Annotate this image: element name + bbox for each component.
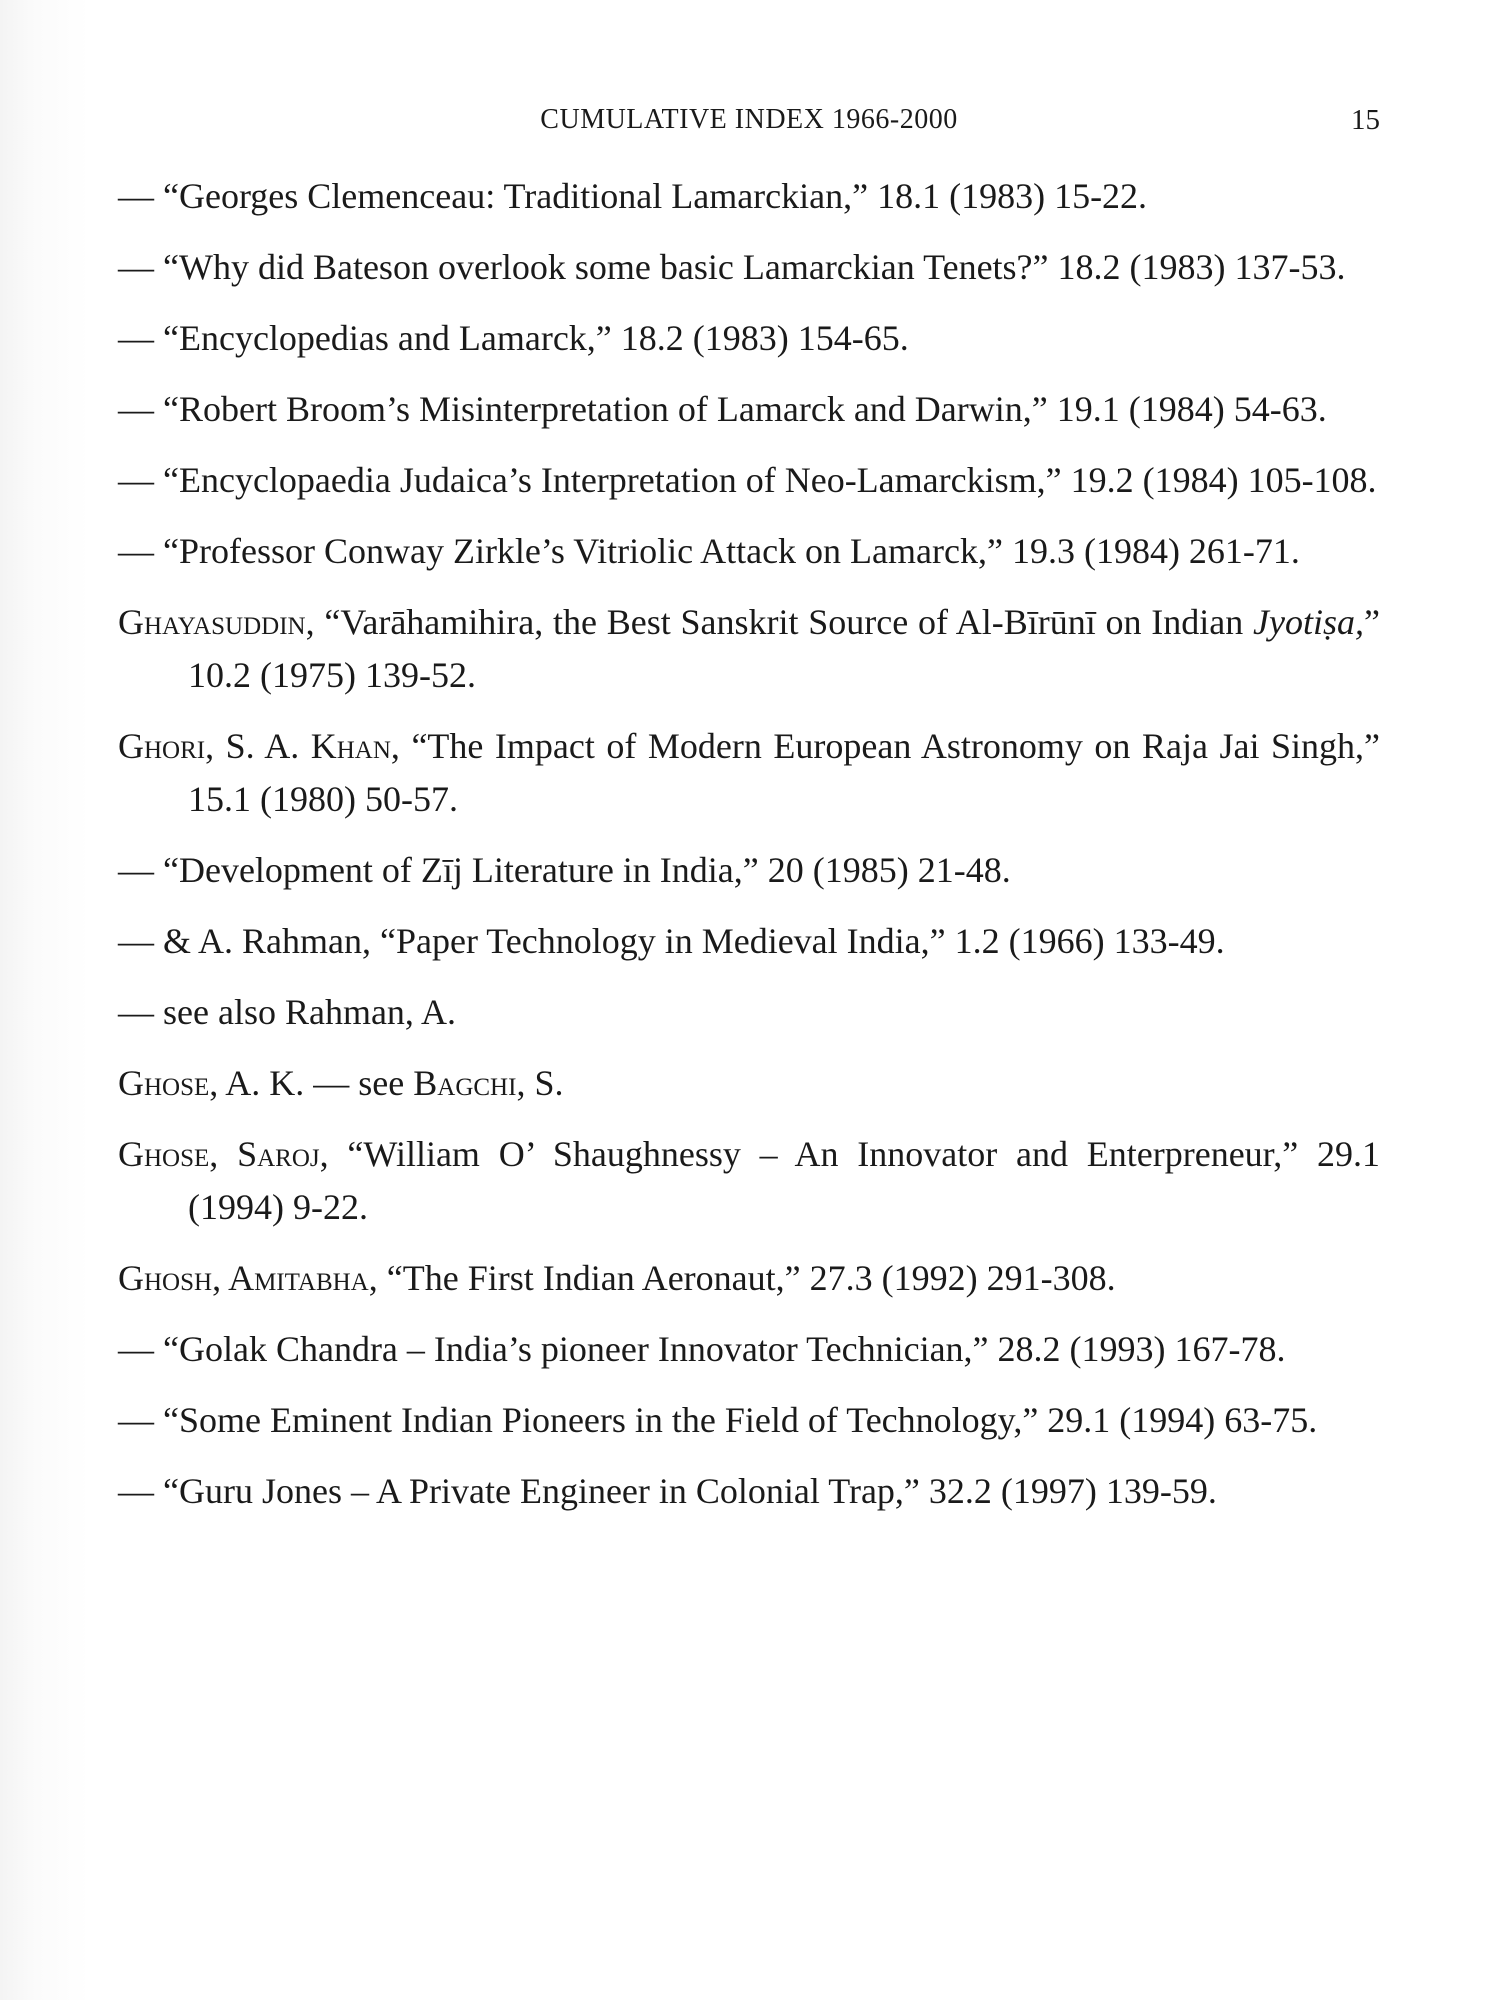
entry-text: ” 10.2 (1975) 139-52. (188, 602, 1380, 695)
entry-text: S. (525, 1063, 564, 1103)
page-gutter (0, 0, 90, 2000)
entry-text: “William O’ Shaughnessy – An Innovator and Enterpreneur,” 29.1 (1994) 9-22. (188, 1134, 1380, 1227)
entry-text: “The First Indian Aeronaut,” 27.3 (1992) 291-308. (377, 1258, 1116, 1298)
entry-crossref-author: Bagchi, (413, 1063, 526, 1103)
entry-dash: — (118, 1329, 163, 1369)
entry-dash: — (118, 176, 163, 216)
entry-dash: — (118, 460, 163, 500)
entry-text: see also Rahman, A. (163, 992, 456, 1032)
entry-text: “Why did Bateson overlook some basic Lamarckian Tenets?” 18.2 (1983) 137-53. (163, 247, 1346, 287)
entry-dash: — (118, 247, 163, 287)
entry-text: & A. Rahman, “Paper Technology in Medieval India,” 1.2 (1966) 133-49. (163, 921, 1225, 961)
entry-text: “Encyclopedias and Lamarck,” 18.2 (1983) 154-65. (163, 318, 909, 358)
entry-text: “Guru Jones – A Private Engineer in Colonial Trap,” 32.2 (1997) 139-59. (163, 1471, 1217, 1511)
entry-dash: — (118, 850, 163, 890)
entry-author: Ghose, Saroj, (118, 1134, 329, 1174)
entry-author: Ghose, (118, 1063, 219, 1103)
entry-dash: — (118, 921, 163, 961)
entry-italic-term: Jyotiṣa, (1253, 602, 1365, 642)
entry-text: “Georges Clemenceau: Traditional Lamarckian,” 18.1 (1983) 15-22. (163, 176, 1148, 216)
index-entry (118, 844, 1380, 897)
entry-dash: — (118, 1471, 163, 1511)
entry-dash: — (118, 531, 163, 571)
index-entry (118, 312, 1380, 365)
running-title: CUMULATIVE INDEX 1966-2000 (540, 104, 958, 135)
entry-dash: — (118, 318, 163, 358)
entry-dash: — (118, 389, 163, 429)
index-entry (118, 1128, 1380, 1234)
entry-text: “Some Eminent Indian Pioneers in the Field of Technology,” 29.1 (1994) 63-75. (163, 1400, 1318, 1440)
index-entry (118, 1323, 1380, 1376)
entry-author: Ghosh, Amitabha, (118, 1258, 378, 1298)
index-entry (118, 1465, 1380, 1518)
entry-text: “The Impact of Modern European Astronomy on Raja Jai Singh,” 15.1 (1980) 50-57. (188, 726, 1380, 819)
entry-text: “Golak Chandra – India’s pioneer Innovator Technician,” 28.2 (1993) 167-78. (163, 1329, 1286, 1369)
index-entry (118, 986, 1380, 1039)
entry-author: Ghori, S. A. Khan, (118, 726, 400, 766)
index-entry (118, 596, 1380, 702)
entry-dash: — (118, 1400, 163, 1440)
index-entry (118, 720, 1380, 826)
entry-text: “Professor Conway Zirkle’s Vitriolic Attack on Lamarck,” 19.3 (1984) 261-71. (163, 531, 1300, 571)
entry-text: “Development of Zīj Literature in India,” 20 (1985) 21-48. (163, 850, 1011, 890)
entry-text: “Encyclopaedia Judaica’s Interpretation of Neo-Lamarckism,” 19.2 (1984) 105-108. (163, 460, 1377, 500)
index-entry (118, 1057, 1380, 1110)
entry-text: “Robert Broom’s Misinterpretation of Lamarck and Darwin,” 19.1 (1984) 54-63. (163, 389, 1327, 429)
entry-dash: — (118, 992, 163, 1032)
entry-text: “Varāhamihira, the Best Sanskrit Source of Al-Bīrūnī on Indian (314, 602, 1254, 642)
index-entry (118, 241, 1380, 294)
page-number: 15 (1351, 104, 1380, 136)
running-head (118, 100, 1380, 140)
entry-text: A. K. — see (218, 1063, 414, 1103)
index-entries (118, 170, 1380, 1536)
entry-author: Ghayasuddin, (118, 602, 315, 642)
index-entry (118, 525, 1380, 578)
index-entry (118, 454, 1380, 507)
index-entry (118, 1252, 1380, 1305)
index-entry (118, 915, 1380, 968)
index-entry (118, 1394, 1380, 1447)
index-entry (118, 383, 1380, 436)
index-entry (118, 170, 1380, 223)
